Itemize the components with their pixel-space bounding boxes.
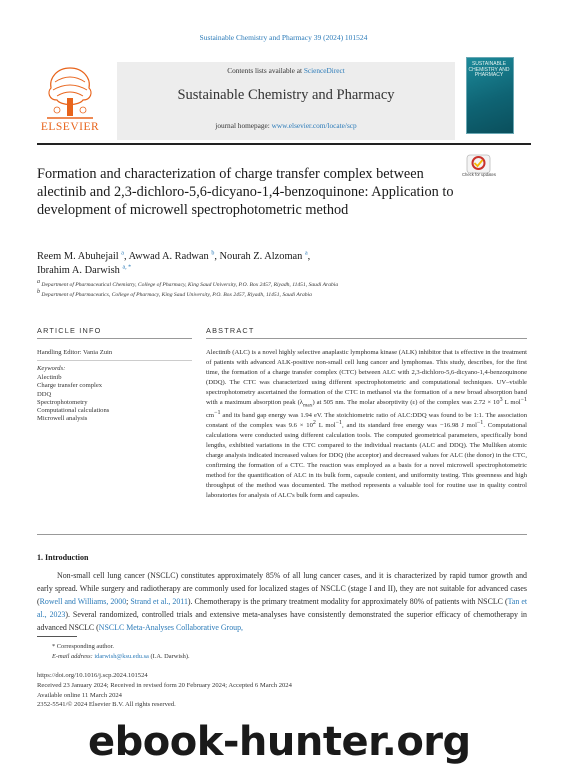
footnote-rule (37, 636, 77, 637)
issn-copyright: 2352-5541/© 2024 Elsevier B.V. All rights reserved. (37, 701, 176, 708)
check-for-updates-label[interactable]: Check for updates (462, 172, 496, 177)
introduction-paragraph: Non-small cell lung cancer (NSCLC) constitutes approximately 85% of all lung cancer cases, and it is characterized by rapid tumor growth and early spread. While surgery and radiotherapy are commonly used for localized stages of NSCLC (stage I and II), they are not suitable for advanced cases (Rowell and Williams, 2000; Strand et al., 2011). Chemotherapy is the primary treatment modality for approximately 80% of patients with NSCLC (Tan et al., 2023). Several randomized, controlled trials and extensive meta-analyses have consistently demonstrated the superior efficacy of chemotherapy in advanced NSCLC (NSCLC Meta-Analyses Collaborative Group, (37, 571, 528, 632)
affiliation-text: Department of Pharmaceutics, College of Pharmacy, King Saud University, P.O. Box 2457, Riyadh, 11451, Saudi Arabia (41, 292, 312, 298)
journal-name: Sustainable Chemistry and Pharmacy (177, 87, 395, 103)
keyword: Microwell analysis (37, 415, 88, 423)
affiliation-marker: b (37, 289, 40, 296)
corresponding-author-note: * Corresponding author. (52, 643, 114, 650)
running-header[interactable]: Sustainable Chemistry and Pharmacy 39 (2024) 101524 (199, 33, 368, 42)
email-link[interactable]: idarwish@ksu.edu.sa (94, 653, 149, 660)
homepage-prefix: journal homepage: (215, 121, 272, 130)
reference-link[interactable]: Tan et al., 2023 (37, 596, 528, 619)
reference-link[interactable]: NSCLC Meta-Analyses Collaborative Group, (98, 622, 243, 632)
affiliation-mark[interactable]: a (121, 250, 124, 257)
author-name: Awwad A. Radwan (128, 251, 209, 262)
author-list: Reem M. Abuhejail $^a$, Awwad A. Radwan $^b$, Nourah Z. Alzoman $^a$, Ibrahim A. Darwish $^{a, *}$ (37, 250, 311, 276)
affiliation-b (37, 289, 527, 298)
reference-link[interactable]: Strand et al., 2011 (130, 596, 188, 606)
introduction-heading: 1. Introduction (37, 553, 89, 562)
article-title: Formation and characterization of charge transfer complex between alectinib and 2,3-dichloro-5,6-dicyano-1,4-benzoquinone: Application to development of microwell spectrophotometric method (37, 166, 454, 218)
cover-title: SUSTAINABLE CHEMISTRY AND PHARMACY (468, 61, 510, 79)
author-name: Reem M. Abuhejail (37, 251, 119, 262)
header-rule (37, 143, 531, 145)
affiliation-text: Department of Pharmaceutical Chemistry, College of Pharmacy, King Saud University, P.O. Box 2457, Riyadh, 11451, Saudi Arabia (41, 282, 339, 288)
author-name: Nourah Z. Alzoman (219, 251, 303, 262)
handling-editor: Handling Editor: Vania Zuin (37, 349, 113, 356)
author-name: Ibrahim A. Darwish (37, 264, 120, 276)
check-for-updates-icon[interactable] (466, 154, 491, 182)
affiliation-mark[interactable]: a, * (122, 264, 132, 271)
abstract-rule (206, 338, 527, 339)
editor-rule (37, 360, 192, 361)
abstract-bottom-rule (37, 534, 527, 535)
abstract-heading: ABSTRACT (206, 326, 255, 335)
email-label: E-mail address: (52, 653, 95, 660)
keyword: Spectrophotometry (37, 398, 88, 406)
reference-link[interactable]: Rowell and Williams, 2000 (39, 596, 127, 606)
homepage-line (117, 121, 455, 130)
keyword: Computational calculations (37, 407, 110, 415)
sciencedirect-link[interactable]: ScienceDirect (303, 66, 345, 75)
affiliation-mark[interactable]: b (211, 250, 215, 257)
affiliation-a (37, 279, 527, 288)
keywords-list (37, 374, 192, 424)
keyword: Charge transfer complex (37, 382, 103, 390)
doi-link[interactable]: https://doi.org/10.1016/j.scp.2024.101524 (37, 672, 148, 679)
keyword: Alectinib (37, 374, 62, 381)
article-info-heading: ARTICLE INFO (37, 326, 102, 335)
contents-prefix: Contents lists available at (227, 66, 304, 75)
available-online: Available online 11 March 2024 (37, 692, 122, 699)
homepage-link[interactable]: www.elsevier.com/locate/scp (271, 121, 357, 130)
contents-line (117, 66, 455, 75)
affiliation-marker: a (37, 279, 40, 286)
email-suffix: (I.A. Darwish). (148, 653, 190, 660)
abstract-text: Alectinib (ALC) is a novel highly selective anaplastic lymphoma kinase (ALK) inhibitor that is effective in the treatment of patients with advanced ALK-positive non-small cell lung cancer and lymphomas. This study, describes, for the first time, the formation of a charge transfer complex (CTC) between ALC with 2,3-dichloro-5,6-dicyano-1,4-benzoquinone (DDQ). The CTC was characterized using different spectrophotometric and computational techniques. UV–visible spectrophotometry ascertained the formation of the CTC in methanol via the formation of a new broad absorption band with a maximum absorption peak $(\lambda_{max})$ at 505 nm. The molar absorptivity (ε) of the complex was $2.72 \times 10^3$ L mol$^{-1}$ $cm^{-1}$ and its band gap energy was 1.94 eV. The stoichiometric ratio of ALC:DDQ was found to be 1:1. The association constant of the complex was $9.6 \times 10^2$ L mol$^{-1}$, and its standard free energy was −16.98 J mol$^{-1}$. Computational calculations were conducted using different calculation tools. The computed geometrical parameters, specifically bond lengths, exhibited variations in the CTC compared to the individual reactants (ALC and DDQ). The Mulliken atomic charge analysis indicated increased values for DDQ (the acceptor) and decreased values for ALC (the donor) in the CTC, confirming the formation of a CTC. The reaction was employed as a basis for a novel microwell spectrophotometric method for the quantification of ALC in its bulk form, capsule content, and uniformity testing. This greenness and high throughput of the method was documented. The method represents a valuable tool for routine use in quality control laboratories for analysis of ALC's bulk form and capsules. (206, 349, 527, 499)
keywords-label: Keywords: (37, 365, 66, 372)
received-dates: Received 23 January 2024; Received in revised form 20 February 2024; Accepted 6 March 2024 (37, 682, 292, 689)
affiliation-mark[interactable]: a (304, 250, 308, 257)
watermark-text: ebook-hunter.org (88, 719, 471, 765)
publisher-wordmark: ELSEVIER (40, 121, 100, 133)
email-note (52, 653, 190, 660)
keyword: DDQ (37, 390, 52, 398)
article-info-rule (37, 338, 192, 339)
